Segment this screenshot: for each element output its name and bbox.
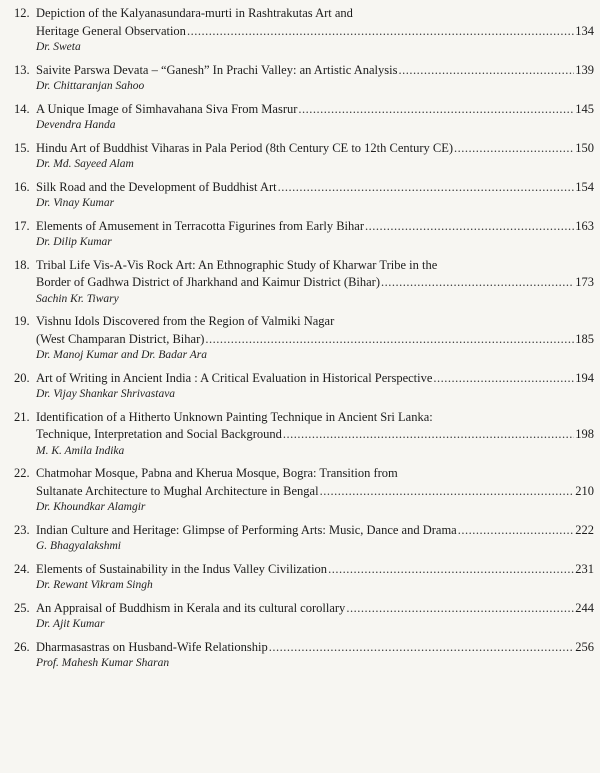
- page-number: 185: [575, 331, 594, 346]
- page-number: 173: [575, 275, 594, 289]
- entry-title: An Appraisal of Buddhism in Kerala and its cultural corollary: [36, 600, 346, 615]
- entry-title: Silk Road and the Development of Buddhist Art: [36, 179, 277, 194]
- entry-author: Dr. Khoundkar Alamgir: [36, 501, 146, 513]
- entry-author: Dr. Sweta: [36, 41, 81, 53]
- entry-author: G. Bhagyalakshmi: [36, 540, 121, 552]
- entry-title: Identification of a Hitherto Unknown Painting Technique in Ancient Sri Lanka:: [36, 409, 433, 424]
- entry-title: Sultanate Architecture to Mughal Architecture in Bengal: [36, 483, 319, 498]
- toc-entry-line: [14, 257, 594, 275]
- toc-entry-line: [14, 409, 594, 427]
- toc-entry-line: [14, 465, 594, 483]
- entry-title: Chatmohar Mosque, Pabna and Kherua Mosque, Bogra: Transition from: [36, 466, 398, 480]
- toc-entry: [14, 313, 594, 364]
- entry-title: Indian Culture and Heritage: Glimpse of Performing Arts: Music, Dance and Drama: [36, 522, 457, 537]
- toc-entry: [14, 140, 594, 173]
- dot-leader: [283, 426, 574, 444]
- toc-entry: [14, 561, 594, 594]
- entry-number: 23.: [14, 522, 30, 537]
- entry-number: 20.: [14, 370, 30, 385]
- entry-author: Dr. Dilip Kumar: [36, 236, 112, 248]
- toc-entry-line: [14, 274, 594, 292]
- entry-title: Dharmasastras on Husband-Wife Relationship: [36, 639, 268, 654]
- entry-number: 26.: [14, 639, 30, 654]
- toc-entry: [14, 218, 594, 251]
- entry-author: Dr. Ajit Kumar: [36, 618, 105, 630]
- entry-number: 18.: [14, 257, 30, 272]
- dot-leader: [328, 561, 574, 579]
- entry-title: Vishnu Idols Discovered from the Region of Valmiki Nagar: [36, 314, 335, 328]
- toc-entry-line: [14, 101, 594, 119]
- dot-leader: [399, 62, 575, 80]
- entry-title: Elements of Amusement in Terracotta Figurines from Early Bihar: [36, 218, 364, 233]
- page-number: 154: [575, 179, 594, 194]
- dot-leader: [381, 274, 574, 292]
- dot-leader: [454, 140, 574, 158]
- dot-leader: [346, 600, 574, 618]
- toc-entry: [14, 62, 594, 95]
- toc-entry-line: [14, 218, 594, 236]
- toc-entry: [14, 101, 594, 134]
- entry-title: Heritage General Observation: [36, 23, 186, 38]
- page-number: 256: [575, 639, 594, 654]
- toc-entry-line: [14, 62, 594, 80]
- toc-entry-line: [14, 522, 594, 540]
- toc-entry: [14, 600, 594, 633]
- toc-entry-line: [14, 483, 594, 501]
- page-number: 231: [575, 561, 594, 576]
- entry-author: M. K. Amila Indika: [36, 444, 125, 457]
- dot-leader: [433, 370, 574, 388]
- entry-author: Dr. Vinay Kumar: [36, 197, 115, 209]
- entry-title: Depiction of the Kalyanasundara-murti in Rashtrakutas Art and: [36, 6, 353, 20]
- page-number: 198: [575, 427, 594, 441]
- entry-number: 19.: [14, 314, 30, 328]
- page-number: 163: [575, 218, 594, 233]
- page-number: 244: [575, 600, 594, 615]
- toc-entry: [14, 409, 594, 460]
- entry-author: Dr. Manoj Kumar and Dr. Badar Ara: [36, 349, 208, 361]
- page-number: 150: [575, 140, 594, 155]
- toc-entry: [14, 639, 594, 672]
- entry-number: 14.: [14, 101, 30, 116]
- toc-entry: [14, 257, 594, 308]
- toc-entry-line: [14, 639, 594, 657]
- toc-entry-line: [14, 179, 594, 197]
- entry-number: 16.: [14, 179, 30, 194]
- entry-title: Saivite Parswa Devata – “Ganesh” In Prachi Valley: an Artistic Analysis: [36, 62, 398, 77]
- table-of-contents: [14, 5, 594, 678]
- dot-leader: [205, 331, 574, 349]
- toc-entry: [14, 522, 594, 555]
- entry-number: 17.: [14, 218, 30, 233]
- toc-entry: [14, 179, 594, 212]
- entry-author: Dr. Md. Sayeed Alam: [36, 158, 134, 170]
- entry-title: Technique, Interpretation and Social Background: [36, 427, 282, 441]
- dot-leader: [298, 101, 574, 119]
- toc-entry-line: [14, 600, 594, 618]
- page-number: 194: [575, 370, 594, 385]
- toc-entry-line: [14, 313, 594, 331]
- toc-entry: [14, 5, 594, 56]
- dot-leader: [320, 483, 575, 501]
- page-number: 145: [575, 101, 594, 116]
- entry-title: Border of Gadhwa District of Jharkhand and Kaimur District (Bihar): [36, 275, 381, 289]
- entry-author: Sachin Kr. Tiwary: [36, 292, 119, 305]
- entry-title: Tribal Life Vis-A-Vis Rock Art: An Ethnographic Study of Kharwar Tribe in the: [36, 257, 438, 272]
- entry-title: Art of Writing in Ancient India : A Critical Evaluation in Historical Perspective: [36, 370, 433, 385]
- entry-number: 22.: [14, 466, 30, 480]
- entry-number: 25.: [14, 600, 30, 615]
- toc-entry-line: [14, 140, 594, 158]
- entry-title: Hindu Art of Buddhist Viharas in Pala Period (8th Century CE to 12th Century CE): [36, 140, 454, 155]
- entry-author: Dr. Chittaranjan Sahoo: [36, 80, 145, 92]
- toc-entry: [14, 465, 594, 516]
- dot-leader: [187, 23, 574, 41]
- page-number: 210: [575, 483, 594, 498]
- toc-entry: [14, 370, 594, 403]
- dot-leader: [269, 639, 575, 657]
- toc-entry-line: [14, 370, 594, 388]
- entry-number: 15.: [14, 140, 30, 155]
- page-number: 134: [575, 23, 594, 38]
- entry-title: A Unique Image of Simhavahana Siva From Masrur: [36, 101, 298, 116]
- dot-leader: [458, 522, 575, 540]
- entry-number: 12.: [14, 6, 30, 20]
- toc-entry-line: [14, 426, 594, 444]
- entry-author: Devendra Handa: [36, 119, 116, 131]
- entry-author: Prof. Mahesh Kumar Sharan: [36, 657, 170, 669]
- entry-number: 13.: [14, 62, 30, 77]
- entry-number: 24.: [14, 561, 30, 576]
- toc-entry-line: [14, 561, 594, 579]
- entry-author: Dr. Rewant Vikram Singh: [36, 579, 153, 591]
- page-number: 139: [575, 62, 594, 77]
- dot-leader: [365, 218, 574, 236]
- entry-title: Elements of Sustainability in the Indus Valley Civilization: [36, 561, 328, 576]
- entry-author: Dr. Vijay Shankar Shrivastava: [36, 388, 176, 400]
- toc-entry-line: [14, 5, 594, 23]
- dot-leader: [278, 179, 575, 197]
- toc-entry-line: [14, 331, 594, 349]
- page-number: 222: [575, 522, 594, 537]
- entry-title: (West Champaran District, Bihar): [36, 331, 205, 346]
- toc-entry-line: [14, 23, 594, 41]
- entry-number: 21.: [14, 409, 30, 424]
